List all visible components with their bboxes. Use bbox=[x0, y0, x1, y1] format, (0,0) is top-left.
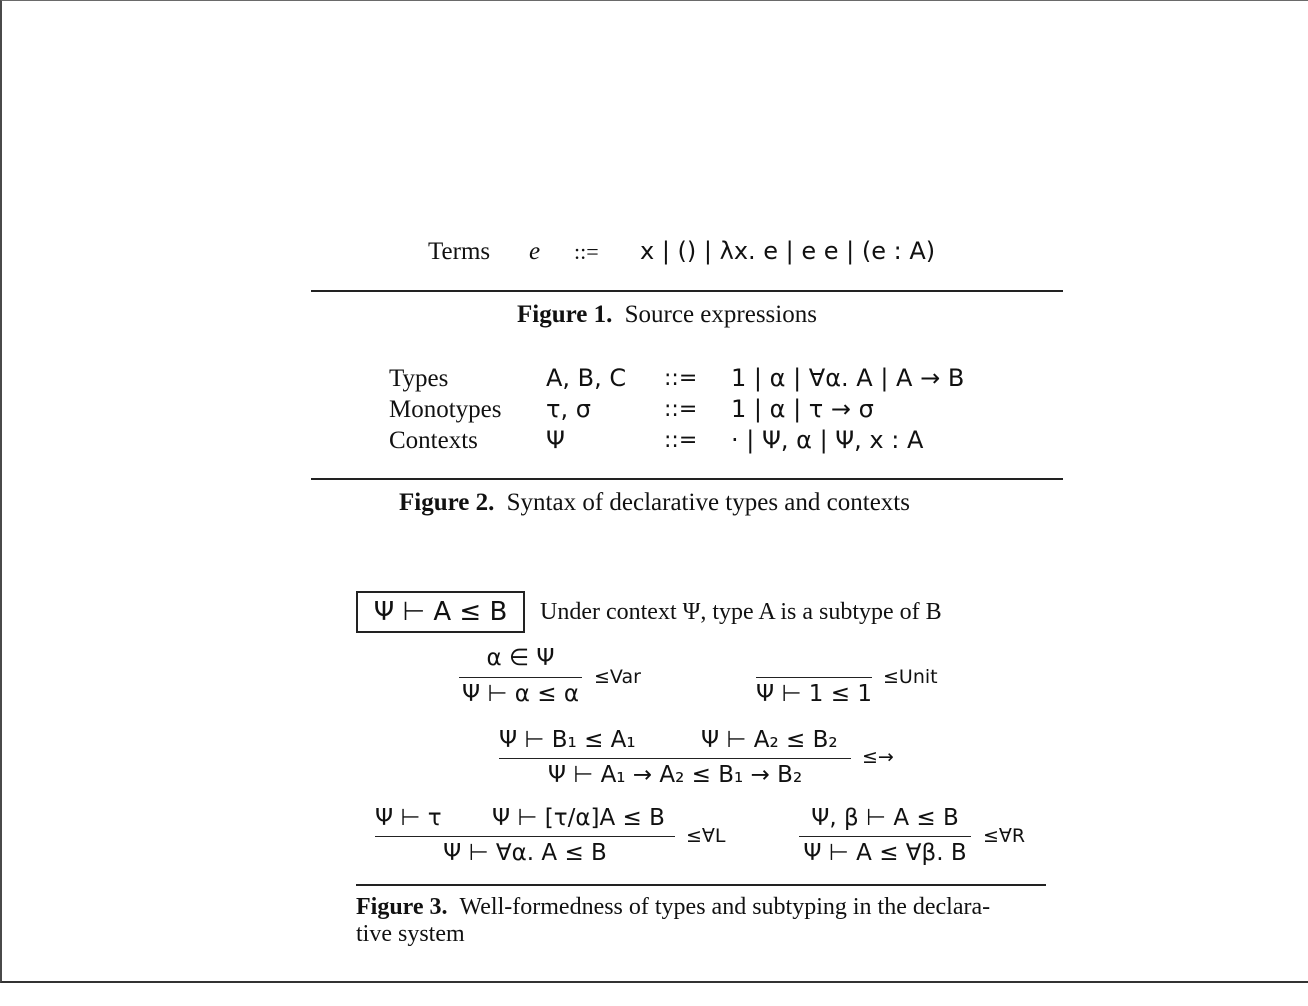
rule-premise: α ∈ Ψ bbox=[486, 645, 555, 671]
grammar-production: 1 | α | ∀α. A | A → B bbox=[731, 364, 965, 392]
figure-3-rule bbox=[356, 884, 1046, 886]
rule-name: ≤Var bbox=[594, 666, 641, 688]
rule-premise-1: Ψ ⊢ τ bbox=[375, 805, 442, 831]
inference-line bbox=[499, 758, 851, 759]
rule-premise-2: Ψ ⊢ A₂ ≤ B₂ bbox=[701, 727, 838, 753]
grammar-production: · | Ψ, α | Ψ, x : A bbox=[731, 426, 924, 454]
figure-1-caption-number: Figure 1. bbox=[517, 301, 613, 328]
figure-1-caption-text: Source expressions bbox=[624, 301, 817, 328]
grammar-label: Monotypes bbox=[389, 396, 502, 423]
inference-line bbox=[375, 836, 675, 837]
terms-def: ::= bbox=[574, 239, 599, 264]
rule-conclusion: Ψ ⊢ α ≤ α bbox=[462, 681, 579, 707]
judgment-box: Ψ ⊢ A ≤ B bbox=[356, 591, 525, 633]
grammar-meta: τ, σ bbox=[546, 395, 591, 423]
grammar-meta: Ψ bbox=[546, 426, 565, 454]
terms-meta: e bbox=[529, 238, 541, 265]
rule-conclusion: Ψ ⊢ ∀α. A ≤ B bbox=[443, 840, 607, 866]
rule-name: ≤Unit bbox=[883, 666, 938, 688]
inference-line bbox=[799, 836, 971, 837]
grammar-production: 1 | α | τ → σ bbox=[731, 395, 874, 423]
terms-production: x | () | λx. e | e e | (e : A) bbox=[640, 237, 936, 265]
rule-conclusion: Ψ ⊢ A₁ → A₂ ≤ B₁ → B₂ bbox=[547, 762, 803, 788]
grammar-def: ::= bbox=[664, 366, 698, 391]
figure-1-caption bbox=[517, 301, 817, 329]
grammar-meta: A, B, C bbox=[546, 364, 627, 392]
rule-name: ≤∀R bbox=[983, 825, 1026, 847]
rule-premise-2: Ψ ⊢ [τ/α]A ≤ B bbox=[492, 805, 665, 831]
inference-line bbox=[756, 677, 872, 678]
judgment-description: Under context Ψ, type A is a subtype of B bbox=[540, 599, 942, 625]
rule-name: ≤∀L bbox=[686, 825, 726, 847]
grammar-label: Contexts bbox=[389, 427, 478, 454]
grammar-def: ::= bbox=[664, 397, 698, 422]
figure-2-caption bbox=[399, 489, 910, 517]
grammar-def: ::= bbox=[664, 428, 698, 453]
figure-2-caption-text: Syntax of declarative types and contexts bbox=[506, 489, 910, 516]
terms-label: Terms bbox=[428, 238, 491, 265]
rule-name: ≤→ bbox=[862, 746, 894, 768]
rule-conclusion: Ψ ⊢ A ≤ ∀β. B bbox=[803, 840, 967, 866]
figure-2-rule bbox=[311, 478, 1063, 480]
figure-3-caption-number: Figure 3. bbox=[356, 894, 448, 920]
figure-3-caption-line-1: Well-formedness of types and subtyping in the declara- bbox=[459, 894, 991, 920]
figure-3-caption bbox=[356, 894, 990, 921]
rule-conclusion: Ψ ⊢ 1 ≤ 1 bbox=[756, 681, 872, 707]
rule-premise: Ψ, β ⊢ A ≤ B bbox=[811, 805, 959, 831]
grammar-label: Types bbox=[389, 365, 449, 392]
inference-line bbox=[459, 677, 582, 678]
figure-1-rule bbox=[311, 290, 1063, 292]
figure-3-caption-line-2: tive system bbox=[356, 921, 465, 947]
figure-2-caption-number: Figure 2. bbox=[399, 489, 495, 516]
rule-premise-1: Ψ ⊢ B₁ ≤ A₁ bbox=[499, 727, 636, 753]
